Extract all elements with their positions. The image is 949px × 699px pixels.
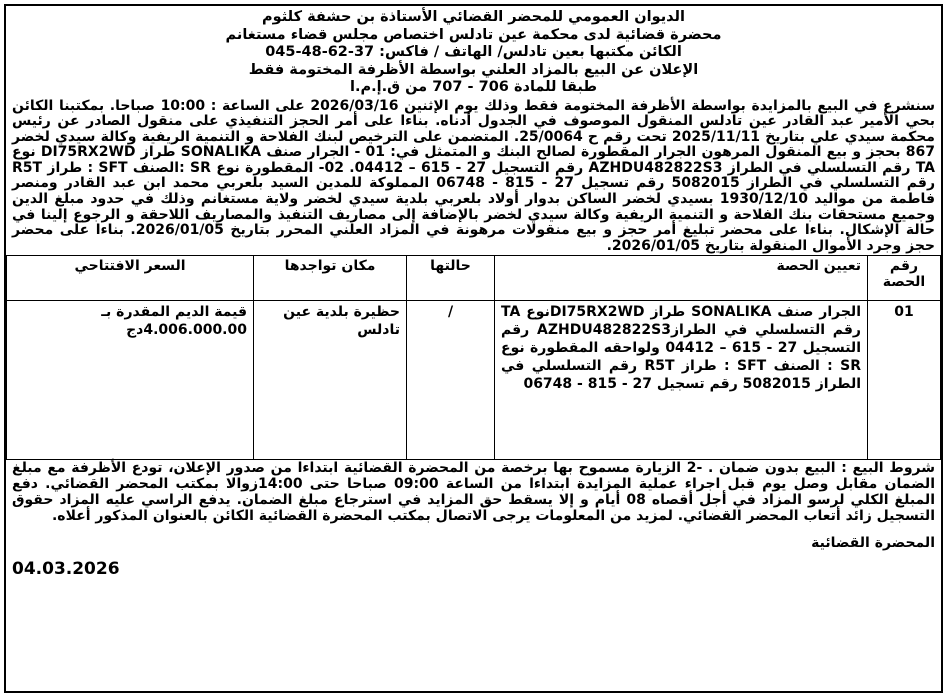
signature-block [6,535,941,579]
lot-number: 01 [868,301,941,460]
signature-office: المحضرة القضائية [811,534,935,551]
announcement-frame [4,4,943,693]
announcement-body: سنشرع في البيع بالمزايدة بواسطة الأظرفة المختومة فقط وذلك يوم الإثنين 2026/03/16 على الساعة : 10:00 صباحا. بمكتبنا الكائن بحي الأمير عبد القادر عين تادلس المنقول الموصوف في الجدول أدناه. بناءا على أمر الحجز التنفيذي على منقول الصادر عن رئيس محكمة سيدي علي بتاريخ 2025/11/11 تحت رقم ح 25/0064. المتضمن على الترخيص لبنك الفلاحة و التنمية الريفية وكالة سيدي لخضر 867 بحجز و بيع المنقول المرهون الجرار المقطورة لصالح البنك و المتمثل في: 01 - الجرار صنف SONALIKA طراز DI75RX2WD نوع TA رقم التسلسلي في الطراز AZHDU482822S3 رقم التسجيل 27 - 615 – 04412. 02- المقطورة نوع SR :الصنف SFT : طراز R5T رقم التسلسلي في الطراز 5082015 رقم تسجيل 27 - 815 - 06748 المملوكة للمدين السيد بلعربي محمد ابن عبد القادر ومنصر فاطمة من مواليد 1930/12/10 بسيدي لخضر الساكن بدوار أولاد بلعربي بلدية سيدي لخضر ولاية مستغانم وذلك في حدود مبلغ الدين وجميع مستحقات بنك الفلاحة و التنمية الريفية وكالة سيدي لخضر بالإضافة إلى مصاريف التنفيذ والمصاريف اللاحقة و الرجوع إلينا في حالة الإشكال. بناءا على محضر تبليغ أمر حجز و بيع منقولات مرهونة في المزاد العلني المحرر بتاريخ 2026/01/05. بناءا على محضر حجز وجرد الأموال المنقولة بتاريخ 2026/01/05. [12,97,935,254]
lots-table [6,255,941,460]
lot-state: / [407,301,495,460]
legal-article: طبقا للمادة 706 - 707 من ق.إ.م.ا [350,79,597,95]
announcement-title: الإعلان عن البيع بالمزاد العلني بواسطة الأظرفة المختومة فقط [248,61,699,78]
contact-line: الكائن مكتبها بعين تادلس/ الهاتف / فاكس: 37-62-48-045 [265,44,682,60]
lot-description: الجرار صنف SONALIKA طراز DI75RX2WDنوع TA رقم التسلسلي في الطرازAZHDU482822S3 رقم التسجيل 27 - 615 – 04412 ولواحقه المقطورة نوع SR : الصنف SFT : طراز R5T رقم التسلسلي في الطراز 5082015 رقم تسجيل 27 - 815 - 06748 [495,301,868,460]
lot-location: حظيرة بلدية عين تادلس [254,301,407,460]
header-lot-number: رقم الحصة [868,256,941,301]
header [6,6,941,97]
office-title: الديوان العمومي للمحضر القضائي الأستاذة بن حشفة كلثوم [262,9,685,25]
signature-date: 04.03.2026 [12,558,120,579]
lot-opening-price: قيمة الديم المقدرة بـ 4.006.000.00دج [7,301,254,460]
header-lot-state: حالتها [407,256,495,301]
header-opening-price: السعر الافتتاحي [7,256,254,301]
table-row [7,301,941,460]
table-header-row [7,256,941,301]
header-lot-description: تعيين الحصة [495,256,868,301]
sale-conditions: شروط البيع : البيع بدون ضمان . -2 الزيارة مسموح بها برخصة من المحضرة القضائية ابتداءا من صدور الإعلان، تودع الأظرفة مع مبلغ الضمان مقابل وصل يوم قبل اجراء عملية المزايدة ابتداءا من الساعة 09:00 صباحا حتى 14:00زوالا بمكتب المحضر القضائي. دفع المبلغ الكلي لرسو المزاد في أجل أقصاه 08 أيام و إلا يسقط حق المزايد في استرجاع مبلغ الضمان. يدفع الراسي عليه المزاد حقوق التسجيل زائد أتعاب المحضر القضائي. لمزيد من المعلومات يرجى الاتصال بمكتب المحضرة القضائية الكائن بالعنوان المذكور أعلاه. [12,460,935,524]
court-line: محضرة قضائية لدى محكمة عين تادلس اختصاص مجلس قضاء مستغانم [225,26,722,43]
header-lot-location: مكان تواجدها [254,256,407,301]
